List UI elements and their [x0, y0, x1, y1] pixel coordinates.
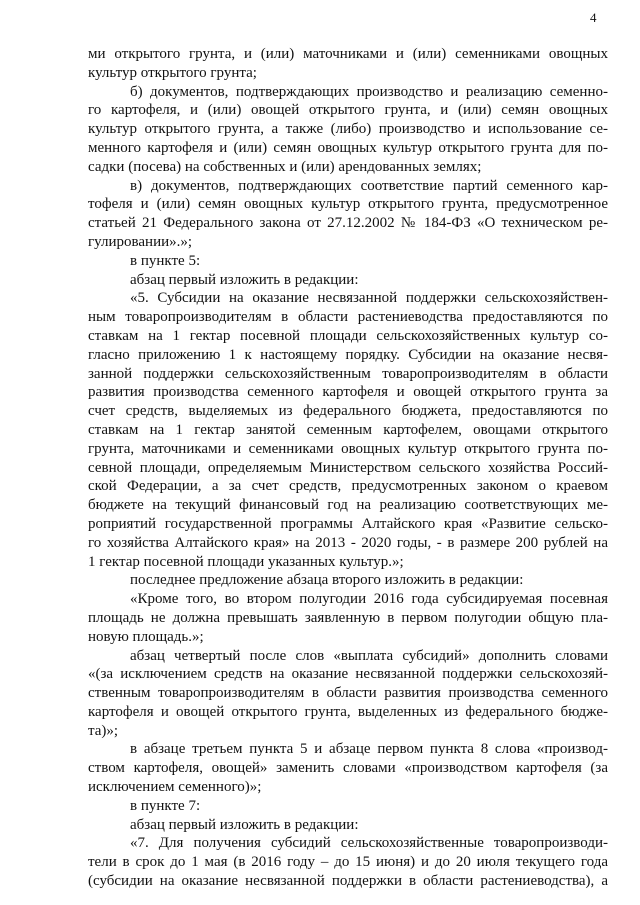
text-line: «Кроме того, во втором полугодии 2016 года субсидируемая посевная [130, 591, 608, 608]
text-line: садки (посева) на собственных и (или) арендованных землях; [88, 158, 482, 175]
text-line: в абзаце третьем пункта 5 и абзаце первом пункта 8 слова «производ- [130, 741, 608, 758]
text-line: новую площадь.»; [88, 628, 204, 645]
text-line: «7. Для получения субсидий сельскохозяйственные товаропроизводи- [130, 835, 608, 852]
text-line: тели в срок до 1 мая (в 2016 году – до 15 июня) и до 20 июля текущего года [88, 854, 608, 871]
text-line: счет средств, выделяемых из федерального бюджета, предоставляются по [88, 403, 608, 420]
text-line: ской Федерации, а за счет средств, предусмотренных законом о краевом [88, 478, 608, 495]
text-line: абзац четвертый после слов «выплата субсидий» дополнить словами [130, 647, 608, 664]
text-line: в пункте 7: [130, 797, 201, 814]
text-line: абзац первый изложить в редакции: [130, 271, 359, 288]
text-line: занной поддержки сельскохозяйственным товаропроизводителям в области [88, 365, 608, 382]
text-line: статьей 21 Федерального закона от 27.12.2002 № 184-ФЗ «О техническом ре- [88, 215, 608, 232]
text-line: «(за исключением средств на оказание несвязанной поддержки сельскохозяй- [88, 666, 608, 683]
text-line: площадь не должна превышать заявленную в первом полугодии общую пла- [88, 609, 608, 626]
text-line: в пункте 5: [130, 252, 201, 269]
text-line: ственным товаропроизводителям в области развития производства семенного [88, 685, 608, 702]
text-line: ным товаропроизводителям в области растениеводства предоставляются по [88, 309, 608, 326]
text-line: исключением семенного)»; [88, 779, 262, 796]
page-number: 4 [590, 10, 597, 25]
text-line: культур открытого грунта, а также (либо) производство и использование се- [88, 121, 608, 138]
text-line: ставкам на 1 гектар занятой семенным картофелем, овощами открытого [88, 421, 608, 438]
text-line: роприятий государственной программы Алтайского края «Развитие сельско- [88, 515, 608, 532]
text-line: ставкам на 1 гектар посевной площади сельскохозяйственных культур со- [88, 327, 608, 344]
text-line: грунта, маточниками и семенниками овощных культур открытого грунта по- [88, 440, 608, 457]
text-line: тофеля и (или) семян овощных культур открытого грунта, предусмотренное [88, 196, 608, 213]
text-line: ством картофеля, овощей» заменить словами «производством картофеля (за [88, 760, 608, 777]
text-line: б) документов, подтверждающих производство и реализацию семенно- [130, 83, 608, 100]
text-line: та)»; [88, 722, 119, 739]
text-line: го картофеля, и (или) овощей открытого грунта, и (или) семян овощных [88, 102, 608, 119]
text-line: бюджете на текущий финансовый год на реализацию соответствующих ме- [88, 497, 608, 514]
text-line: абзац первый изложить в редакции: [130, 816, 359, 833]
text-line: картофеля и овощей открытого грунта, выделенных из федерального бюдже- [88, 703, 608, 720]
text-line: последнее предложение абзаца второго изложить в редакции: [130, 572, 524, 589]
text-line: развития производства семенного картофеля и овощей открытого грунта за [88, 384, 608, 401]
text-line: ми открытого грунта, и (или) маточниками и (или) семенниками овощных [88, 46, 608, 62]
text-line: севной площади, определяемым Министерством сельского хозяйства Россий- [88, 459, 608, 476]
text-line: в) документов, подтверждающих соответствие партий семенного кар- [130, 177, 608, 194]
text-line: менного картофеля и (или) семян овощных культур открытого грунта для по- [88, 139, 608, 156]
text-line: (субсидии на оказание несвязанной поддержки в области растениеводства), а [88, 873, 608, 890]
text-line: 1 гектар посевной площади указанных культур.»; [88, 553, 404, 570]
document-body [88, 45, 608, 891]
text-line: гласно приложению 1 к настоящему порядку. Субсидии на оказание несвя- [88, 346, 608, 363]
text-line: культур открытого грунта; [88, 64, 257, 81]
text-line: гулировании».»; [88, 233, 193, 250]
text-line: го хозяйства Алтайского края» на 2013 - 2020 годы, - в размере 200 рублей на [88, 534, 608, 551]
text-line: «5. Субсидии на оказание несвязанной поддержки сельскохозяйствен- [130, 290, 608, 307]
